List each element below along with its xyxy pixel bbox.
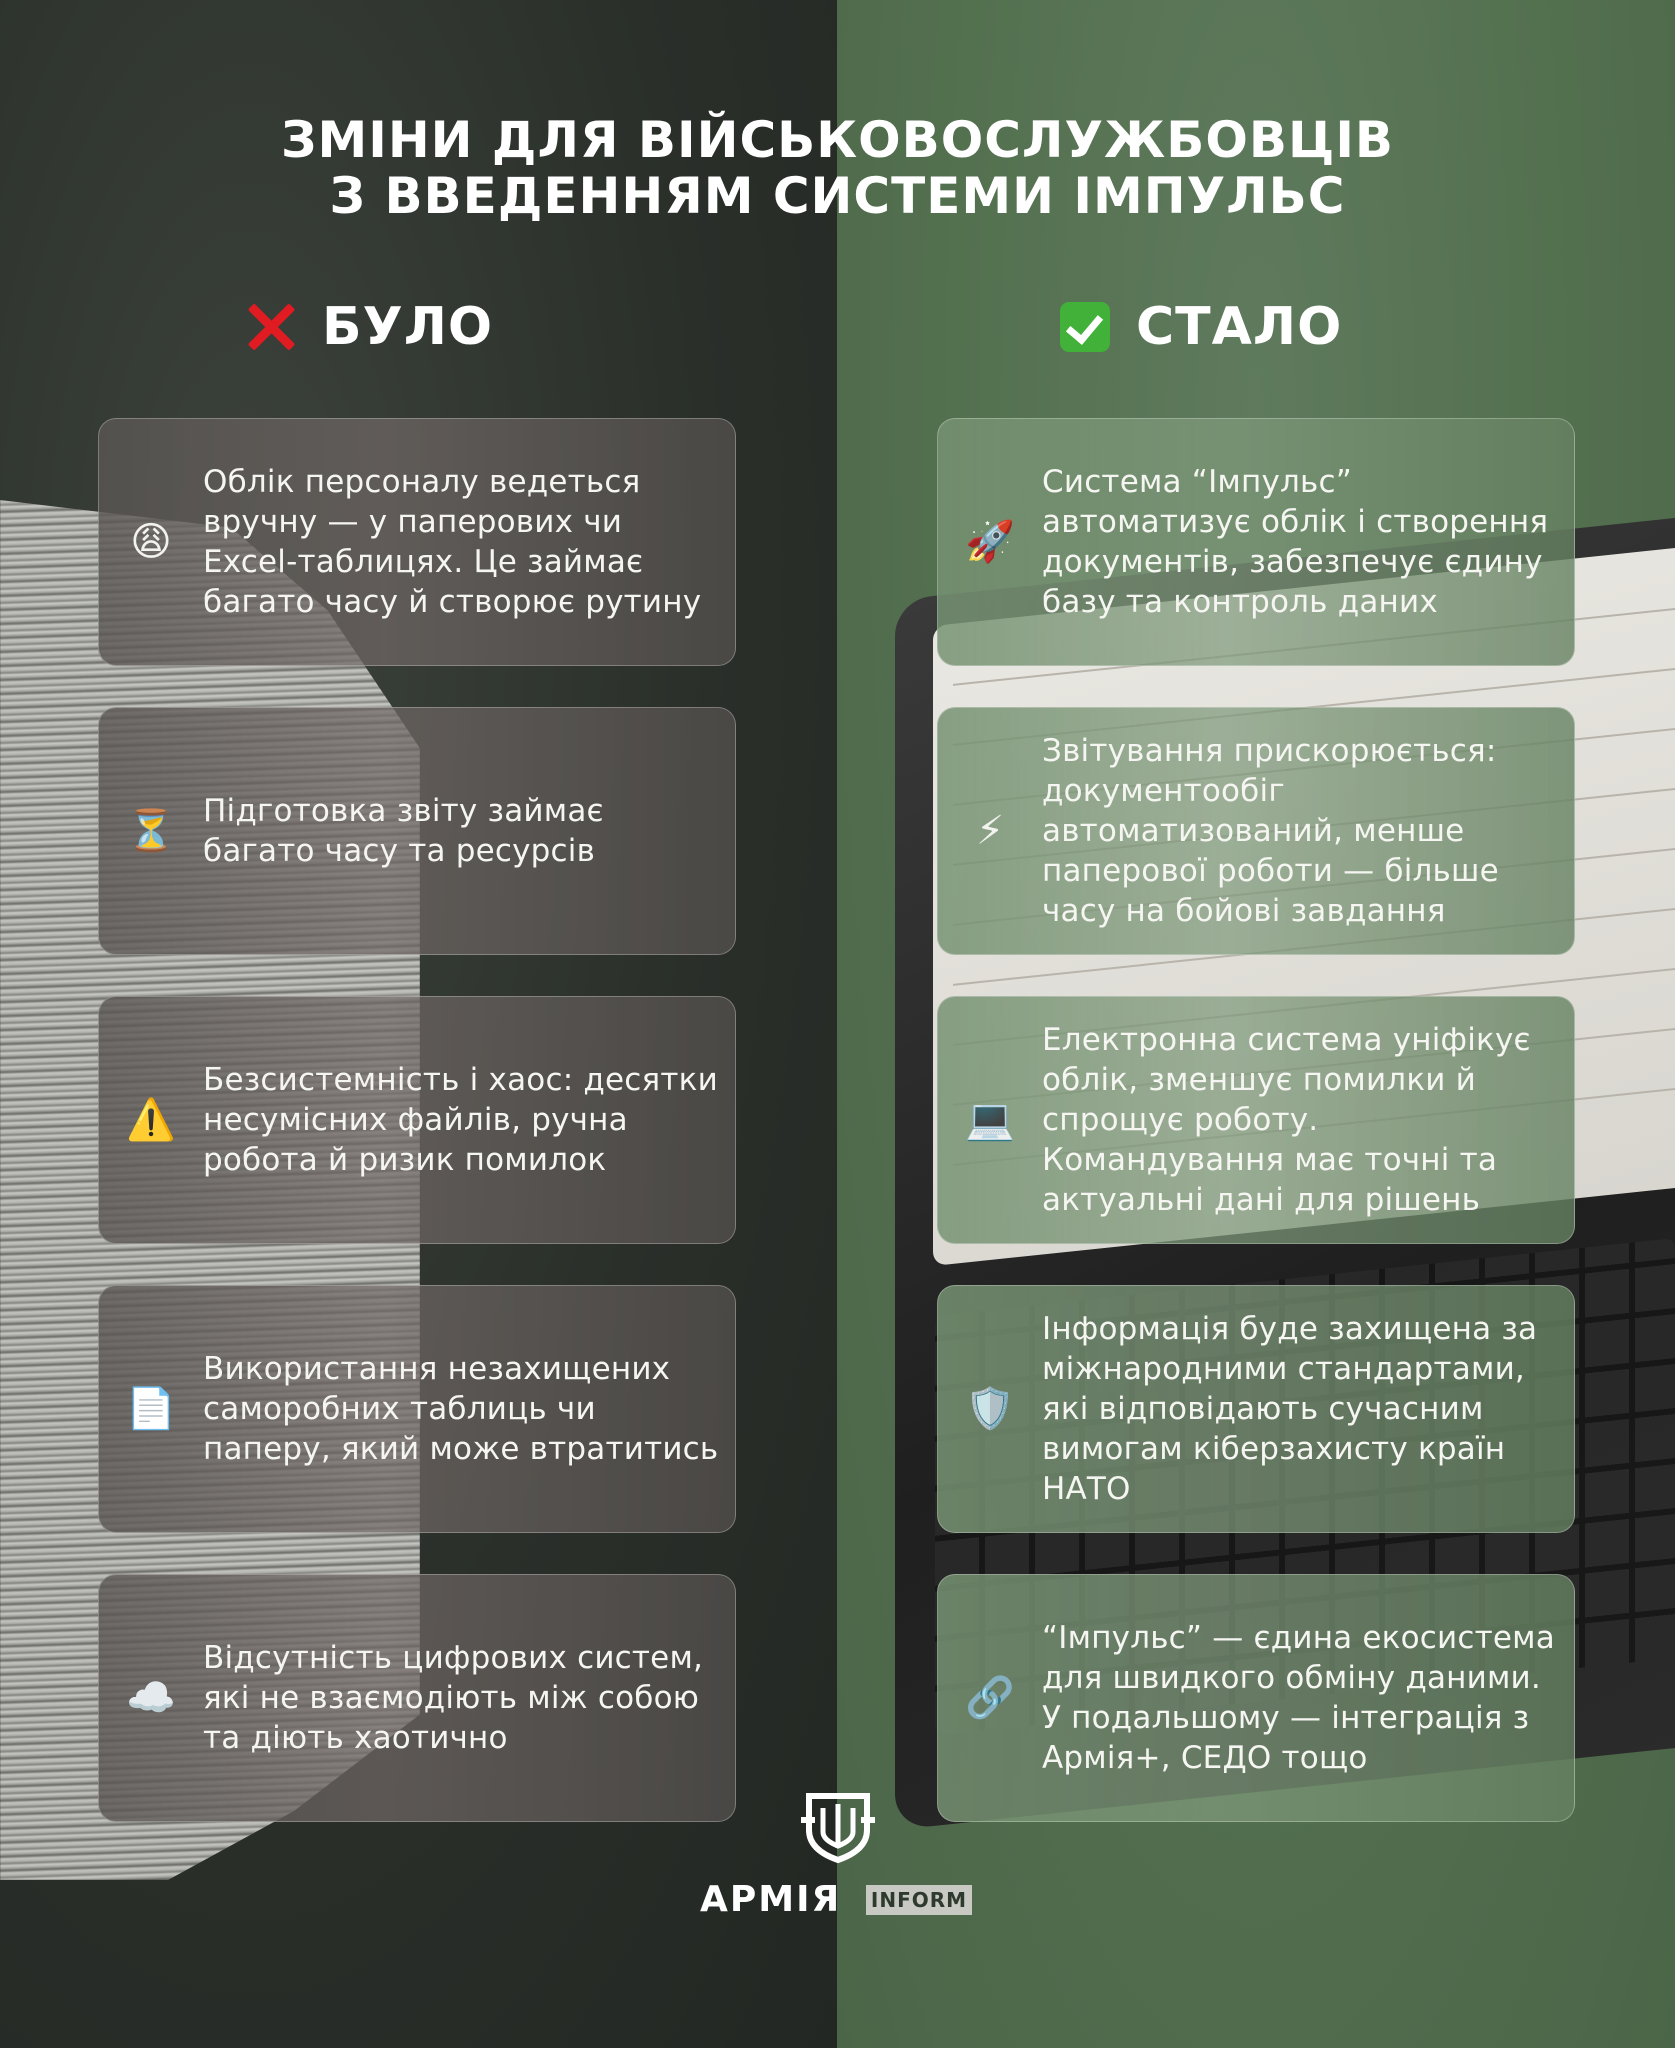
link-icon: 🔗: [965, 1675, 1015, 1721]
before-card-5: [98, 1574, 736, 1822]
before-heading: [246, 296, 493, 358]
after-card-2-text: Звітування прискорюється: документообіг автоматизований, менше паперової роботи — більше часу на бойові завдання: [1042, 733, 1499, 929]
before-card-2: [98, 707, 736, 955]
lightning-icon: ⚡: [975, 808, 1005, 854]
before-card-2-text: Підготовка звіту займає багато часу та ресурсів: [203, 793, 604, 869]
check-mark-icon: [1060, 302, 1110, 352]
after-card-1: [937, 418, 1575, 666]
logo-wordmark: АРМІЯ: [700, 1879, 842, 1920]
before-heading-label: БУЛО: [322, 297, 494, 357]
laptop-icon: 💻: [965, 1097, 1015, 1143]
warning-icon: ⚠️: [126, 1097, 176, 1143]
after-card-1-text: Система “Імпульс” автоматизує облік і створення документів, забезпечує єдину базу та контроль даних: [1042, 464, 1549, 620]
title-line-1: ЗМІНИ ДЛЯ ВІЙСЬКОВОСЛУЖБОВЦІВ: [280, 111, 1395, 169]
after-card-5: [937, 1574, 1575, 1822]
before-card-3: [98, 996, 736, 1244]
cross-mark-icon: [246, 302, 296, 352]
after-card-5-text: “Імпульс” — єдина екосистема для швидкого обміну даними. У подальшому — інтеграція з Армія+, СЕДО тощо: [1042, 1620, 1555, 1776]
trident-emblem-icon: [801, 1790, 875, 1864]
after-card-3-text: Електронна система уніфікує облік, зменшує помилки й спрощує роботу. Командування має точні та актуальні дані для рішень: [1042, 1022, 1531, 1218]
after-card-3: [937, 996, 1575, 1244]
page-title: [0, 112, 1675, 224]
hourglass-icon: ⏳: [126, 808, 176, 854]
before-card-4-text: Використання незахищених саморобних таблиць чи паперу, який може втратитись: [203, 1351, 719, 1467]
title-line-2: З ВВЕДЕННЯМ СИСТЕМИ ІМПУЛЬС: [329, 167, 1346, 225]
cloud-icon: ☁️: [126, 1675, 176, 1721]
after-heading-label: СТАЛО: [1136, 297, 1343, 357]
document-icon: 📄: [126, 1386, 176, 1432]
before-card-5-text: Відсутність цифрових систем, які не взаємодіють між собою та діють хаотично: [203, 1640, 704, 1756]
shield-icon: 🛡️: [965, 1386, 1015, 1432]
after-card-4-text: Інформація буде захищена за міжнародними стандартами, які відповідають сучасним вимогам кіберзахисту країн НАТО: [1042, 1311, 1538, 1507]
before-card-1-text: Облік персоналу ведеться вручну — у паперових чи Excel-таблицях. Це займає багато часу й створює рутину: [203, 464, 702, 620]
before-card-1: [98, 418, 736, 666]
army-inform-logo: [700, 1790, 980, 1930]
logo-tag: INFORM: [866, 1885, 972, 1915]
before-card-4: [98, 1285, 736, 1533]
before-card-3-text: Безсистемність і хаос: десятки несумісних файлів, ручна робота й ризик помилок: [203, 1062, 718, 1178]
after-card-2: [937, 707, 1575, 955]
weary-face-icon: 😩: [130, 519, 172, 565]
after-heading: [1060, 296, 1342, 358]
after-card-4: [937, 1285, 1575, 1533]
rocket-icon: 🚀: [965, 519, 1015, 565]
